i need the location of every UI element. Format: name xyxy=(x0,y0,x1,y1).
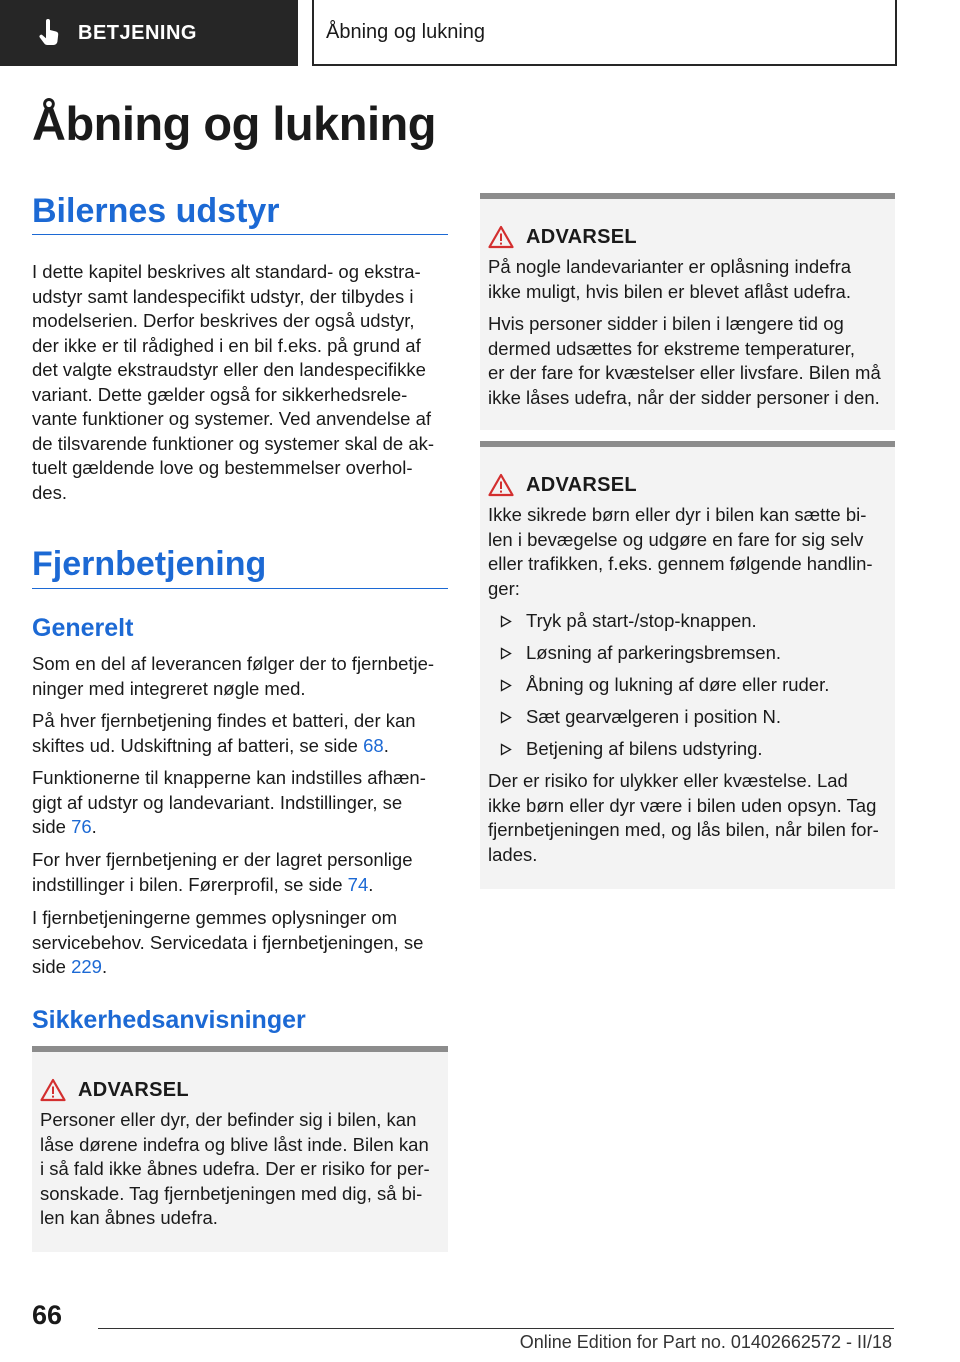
page-link-229[interactable]: 229 xyxy=(71,956,102,977)
warning-header xyxy=(488,473,887,497)
heading-generelt: Generelt xyxy=(32,614,134,642)
heading-sikkerhedsanvisninger: Sikkerhedsanvisninger xyxy=(32,1006,306,1034)
text-line: Der er risiko for ulykker eller kvæstelse. Lad xyxy=(488,770,848,791)
warning-triangle-icon xyxy=(488,225,514,249)
section-tab xyxy=(0,0,298,66)
warning-text-1 xyxy=(488,255,887,304)
text-line: For hver fjernbetjening er der lagret personlige xyxy=(32,849,413,870)
warning-box-3 xyxy=(480,441,895,889)
heading-rule xyxy=(32,234,448,235)
text-line: vante funktioner og systemer. Ved anvendelse af xyxy=(32,408,432,429)
text-line: sonskade. Tag fjernbetjeningen med dig, så bi- xyxy=(40,1182,423,1204)
warning-title: ADVARSEL xyxy=(78,1078,189,1101)
text-line: gigt af udstyr og landevariant. Indstillinger, se xyxy=(32,791,403,813)
edition-text: Online Edition for Part no. 01402662572 - II/18 xyxy=(519,1332,892,1352)
triangle-bullet-icon xyxy=(500,679,512,692)
text-line: skiftes ud. Udskiftning af batteri, se side 68. xyxy=(32,734,389,756)
warning-text-2 xyxy=(488,312,887,410)
generelt-paragraph-2 xyxy=(32,709,452,758)
triangle-bullet-icon xyxy=(500,647,512,660)
text-line: Personer eller dyr, der befinder sig i bilen, kan xyxy=(40,1109,417,1130)
warning-title: ADVARSEL xyxy=(526,225,637,248)
list-item: Betjening af bilens udstyring. xyxy=(488,733,887,765)
text-line: i så fald ikke åbnes udefra. Der er risiko for per- xyxy=(40,1158,430,1179)
text-line: Hvis personer sidder i bilen i længere tid og xyxy=(488,313,844,334)
hand-pointer-icon xyxy=(38,19,62,47)
text-line: side 76. xyxy=(32,816,97,837)
list-item: Løsning af parkeringsbremsen. xyxy=(488,637,887,669)
warning-header xyxy=(40,1078,440,1102)
section-label: BETJENING xyxy=(78,21,197,44)
text-line: låse dørene indefra og blive låst inde. Bilen kan xyxy=(40,1133,429,1155)
text-line: de tilsvarende funktioner og systemer skal de ak- xyxy=(32,432,435,454)
generelt-paragraph-5 xyxy=(32,906,452,980)
text-line: det valgte ekstraudstyr eller den landespecifikke xyxy=(32,359,426,380)
text-line: På hver fjernbetjening findes et batteri, der kan xyxy=(32,710,416,731)
text-line: tuelt gældende love og bestemmelser overhol- xyxy=(32,457,413,478)
text-line: len i bevægelse og udgøre en fare for sig selv xyxy=(488,528,864,550)
text-line: fjernbetjeningen med, og lås bilen, når bilen for- xyxy=(488,819,879,840)
text-line: len kan åbnes udefra. xyxy=(40,1207,218,1228)
action-list xyxy=(488,605,887,765)
page-link-74[interactable]: 74 xyxy=(347,873,369,895)
triangle-bullet-icon xyxy=(500,615,512,628)
triangle-bullet-icon xyxy=(500,711,512,724)
text-line: Som en del af leverancen følger der to fjernbetje- xyxy=(32,653,435,674)
text-line: På nogle landevarianter er oplåsning indefra xyxy=(488,256,852,277)
warning-text xyxy=(40,1108,440,1231)
list-item: Tryk på start-/stop-knappen. xyxy=(488,605,887,637)
text-line: dermed udsættes for ekstreme temperaturer, xyxy=(488,337,856,359)
heading-rule xyxy=(32,588,448,589)
generelt-paragraph-3 xyxy=(32,766,452,840)
text-line: modelserien. Derfor beskrives der også udstyr, xyxy=(32,310,415,331)
text-line: Ikke sikrede børn eller dyr i bilen kan sætte bi- xyxy=(488,504,867,525)
text-line: udstyr samt landespecifikt udstyr, der tilbydes i xyxy=(32,285,414,307)
warning-box-1 xyxy=(32,1046,448,1252)
list-item: Sæt gearvælgeren i position N. xyxy=(488,701,887,733)
text-line: side 229. xyxy=(32,956,108,977)
text-line: eller trafikken, f.eks. gennem følgende handlin- xyxy=(488,553,873,574)
chapter-tab xyxy=(312,0,897,66)
text-line: Funktionerne til knapperne kan indstilles afhæn- xyxy=(32,767,426,788)
chapter-label: Åbning og lukning xyxy=(326,20,486,43)
text-line: variant. Dette gælder også for sikkerhedsrele- xyxy=(32,383,408,405)
udstyr-paragraph xyxy=(32,260,452,505)
text-line: ikke låses udefra, når der sidder personer i den. xyxy=(488,386,880,408)
text-line: ger: xyxy=(488,577,520,599)
page-number: 66 xyxy=(32,1300,63,1330)
text-line: indstillinger i bilen. Førerprofil, se side 74. xyxy=(32,873,374,895)
warning-text-2 xyxy=(488,769,887,867)
generelt-paragraph-1 xyxy=(32,652,452,701)
text-line: ninger med integreret nøgle med. xyxy=(32,677,306,699)
generelt-paragraph-4 xyxy=(32,848,452,897)
warning-text-1 xyxy=(488,503,887,601)
heading-fjernbetjening: Fjernbetjening xyxy=(32,545,267,583)
warning-title: ADVARSEL xyxy=(526,473,637,496)
warning-box-2 xyxy=(480,193,895,430)
text-line: des. xyxy=(32,481,67,503)
footer-rule xyxy=(98,1328,894,1329)
list-item: Åbning og lukning af døre eller ruder. xyxy=(488,669,887,701)
text-line: I dette kapitel beskrives alt standard- og ekstra- xyxy=(32,261,421,282)
page-link-76[interactable]: 76 xyxy=(71,816,92,837)
text-line: ikke børn eller dyr være i bilen uden opsyn. Tag xyxy=(488,794,877,816)
page-link-68[interactable]: 68 xyxy=(363,734,384,756)
warning-triangle-icon xyxy=(488,473,514,497)
text-line: lades. xyxy=(488,843,538,865)
warning-triangle-icon xyxy=(40,1078,66,1102)
text-line: ikke muligt, hvis bilen er blevet aflåst udefra. xyxy=(488,280,851,302)
page-title: Åbning og lukning xyxy=(32,97,436,150)
warning-header xyxy=(488,225,887,249)
text-line: der ikke er til rådighed i en bil f.eks. på grund af xyxy=(32,334,421,356)
text-line: servicebehov. Servicedata i fjernbetjeningen, se xyxy=(32,931,424,953)
text-line: I fjernbetjeningerne gemmes oplysninger om xyxy=(32,907,398,928)
triangle-bullet-icon xyxy=(500,743,512,756)
text-line: er der fare for kvæstelser eller livsfare. Bilen må xyxy=(488,362,881,383)
heading-bilernes-udstyr: Bilernes udstyr xyxy=(32,192,280,230)
